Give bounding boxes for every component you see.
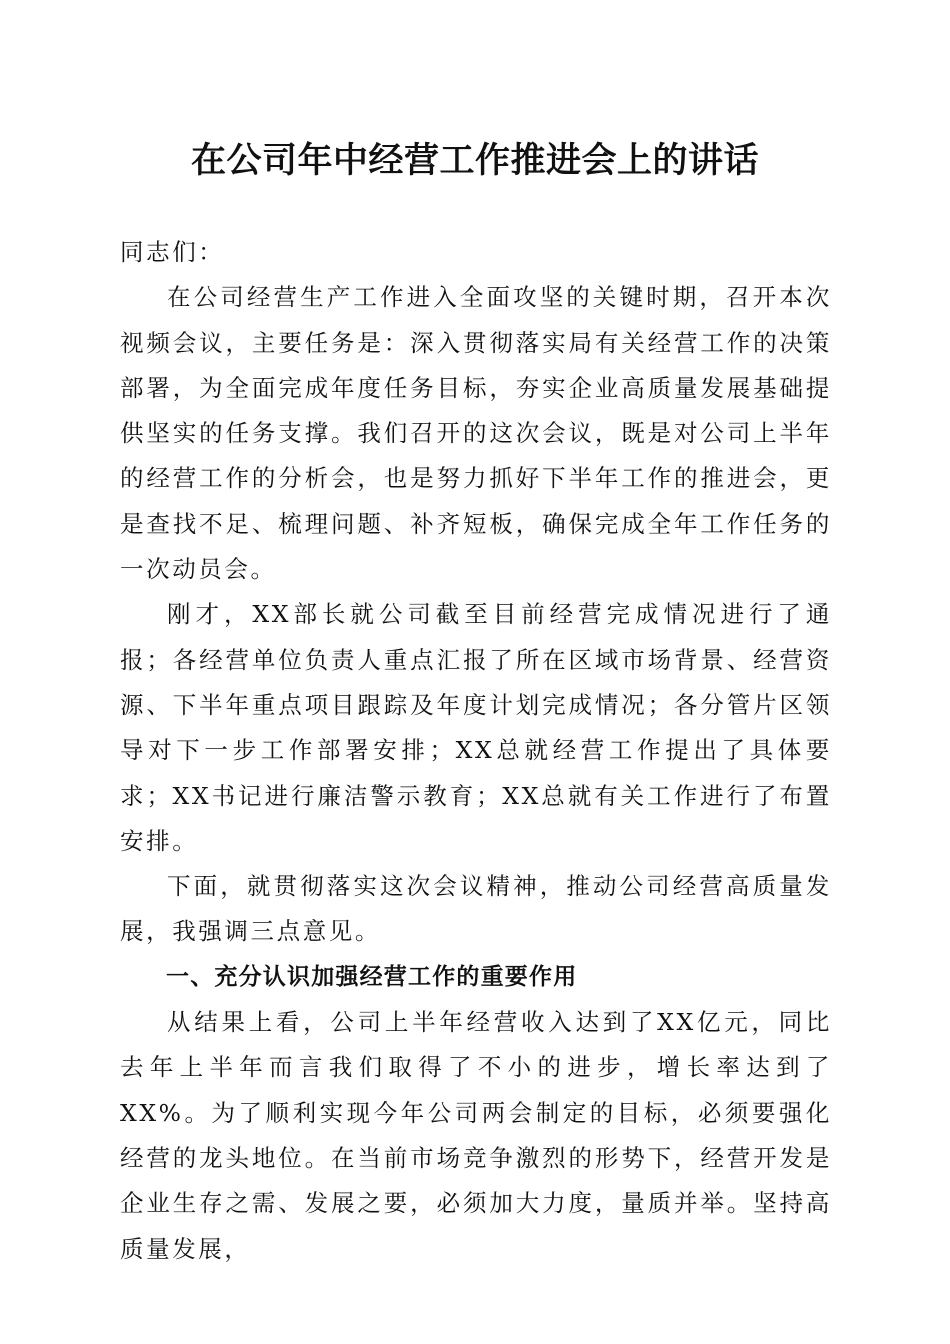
document-body — [120, 230, 832, 1272]
salutation: 同志们： — [120, 238, 225, 266]
section-heading: 一、充分认识加强经营工作的重要作用 — [166, 963, 578, 990]
paragraph-opening: 在公司经营生产工作进入全面攻坚的关键时期，召开本次视频会议，主要任务是：深入贯彻落实局有关经营工作的决策部署，为全面完成年度任务目标，夯实企业高质量发展基础提供坚实的任务支撑。我们召开的这次会议，既是对公司上半年的经营工作的分析会，也是努力抓好下半年工作的推进会，更是查找不足、梳理问题、补齐短板，确保完成全年工作任务的一次动员会。 — [120, 283, 832, 584]
section-paragraph: 从结果上看，公司上半年经营收入达到了XX亿元，同比去年上半年而言我们取得了不小的进步，增长率达到了XX%。为了顺利实现今年公司两会制定的目标，必须要强化经营的龙头地位。在当前市场竞争激烈的形势下，经营开发是企业生存之需、发展之要，必须加大力度，量质并举。坚持高质量发展， — [120, 1008, 832, 1263]
paragraph-reports: 刚才，XX部长就公司截至目前经营完成情况进行了通报；各经营单位负责人重点汇报了所在区域市场背景、经营资源、下半年重点项目跟踪及年度计划完成情况；各分管片区领导对下一步工作部署安排；XX总就经营工作提出了具体要求；XX书记进行廉洁警示教育；XX总就有关工作进行了布置安排。 — [120, 600, 832, 855]
paragraph-transition: 下面，就贯彻落实这次会议精神，推动公司经营高质量发展，我强调三点意见。 — [120, 872, 832, 946]
document-title: 在公司年中经营工作推进会上的讲话 — [190, 140, 759, 181]
